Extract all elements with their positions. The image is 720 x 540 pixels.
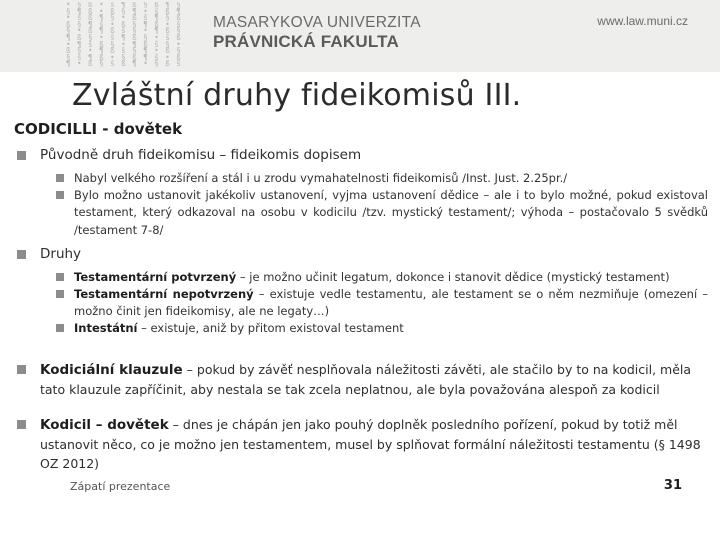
page-number: 31	[663, 478, 682, 493]
university-name: MASARYKOVA UNIVERZITA	[213, 14, 421, 31]
bullet-text: – existuje, aniž by přitom existoval testament	[137, 321, 404, 336]
term: Intestátní	[74, 321, 138, 336]
header-band	[0, 0, 720, 72]
term: Testamentární potvrzený	[74, 269, 237, 284]
subbullet-possible-provisions	[14, 187, 708, 239]
muni-letter-pattern-icon: • § ß • ŝ ¶ ß § ß ¶ § § ¶ ß • ß § ¶ • ŝ ß ¶ • ŝ ß ¶ § • ß ŝ ¶ § ß ß § ¶ ŝ • ß § ¶ ß • ŝ § • ß ¶ ß ŝ § • ¶ ß § ¶ ß § • ŝ ¶ ß § • ŝ ß • ¶ ŝ ß § • ¶ ß ŝ § • ß § • ¶ ß ŝ § ¶ • ß § § ŝ ¶ ß • § ß ¶ ŝ • ß ¶ • ß § ŝ ß ¶ • § ß ŝ	[66, 2, 182, 68]
subbullet-spread	[14, 170, 708, 187]
bullet-types	[14, 245, 708, 263]
slide-title: Zvláštní druhy fideikomisů III.	[72, 78, 522, 113]
website-url: www.law.muni.cz	[597, 14, 688, 28]
square-bullet-icon	[56, 273, 64, 281]
square-bullet-icon	[17, 365, 26, 374]
square-bullet-icon	[56, 191, 64, 199]
square-bullet-icon	[17, 420, 26, 429]
subbullet-confirmed	[14, 269, 708, 286]
bullet-text: Druhy	[40, 245, 82, 262]
square-bullet-icon	[17, 151, 26, 160]
bullet-text: – existuje vedle testamentu, ale testament se o něm nezmiňuje (omezení – možno činit jen fideikomisy, ale ne legaty…)	[74, 287, 708, 319]
square-bullet-icon	[17, 250, 26, 259]
bullet-original-type	[14, 146, 708, 164]
bullet-text: Nabyl velkého rozšíření a stál i u zrodu vymahatelnosti fideikomisů /Inst. Just. 2.25pr./	[74, 171, 568, 185]
term: Testamentární nepotvrzený	[74, 287, 254, 302]
bullet-text: – dnes je chápán jen jako pouhý doplněk posledního pořízení, pokud by totiž měl ustanovit něco, co je možno jen testamentem, musel by splňovat formální náležitosti testamentu (§ 1498 OZ 2012)	[40, 416, 701, 471]
bullet-text: Bylo možno ustanovit jakékoliv ustanovení, vyjma ustanovení dědice – ale i to bylo možné, pokud existoval testament, který odkazoval na osobu v kodicilu /tzv. mystický testament/; výhoda – postačovalo 5 svědků /testament 7-8/	[74, 188, 708, 237]
bullet-text: – pokud by závěť nesplňovala náležitosti závěti, ale stačilo by to na kodicil, měla tato klauzule zapříčinit, aby nestala se tak zcela neplatnou, ale byla považována alespoň za kodicil	[40, 361, 692, 397]
square-bullet-icon	[56, 290, 64, 298]
term: Kodiciální klauzule	[40, 361, 183, 378]
term: Kodicil – dovětek	[40, 416, 169, 433]
slide-subtitle: CODICILLI - dovětek	[14, 120, 183, 138]
bullet-codicil-clause	[14, 360, 708, 399]
faculty-name: PRÁVNICKÁ FAKULTA	[213, 32, 399, 51]
subbullet-intestate	[14, 320, 708, 337]
bullet-codicil-addendum	[14, 415, 708, 473]
square-bullet-icon	[56, 174, 64, 182]
subbullet-unconfirmed	[14, 286, 708, 320]
slide-content	[14, 146, 708, 473]
footer-text: Zápatí prezentace	[70, 480, 171, 493]
square-bullet-icon	[56, 324, 64, 332]
bullet-text: Původně druh fideikomisu – fideikomis dopisem	[40, 147, 362, 163]
bullet-text: – je možno učinit legatum, dokonce i stanovit dědice (mystický testament)	[236, 269, 670, 284]
